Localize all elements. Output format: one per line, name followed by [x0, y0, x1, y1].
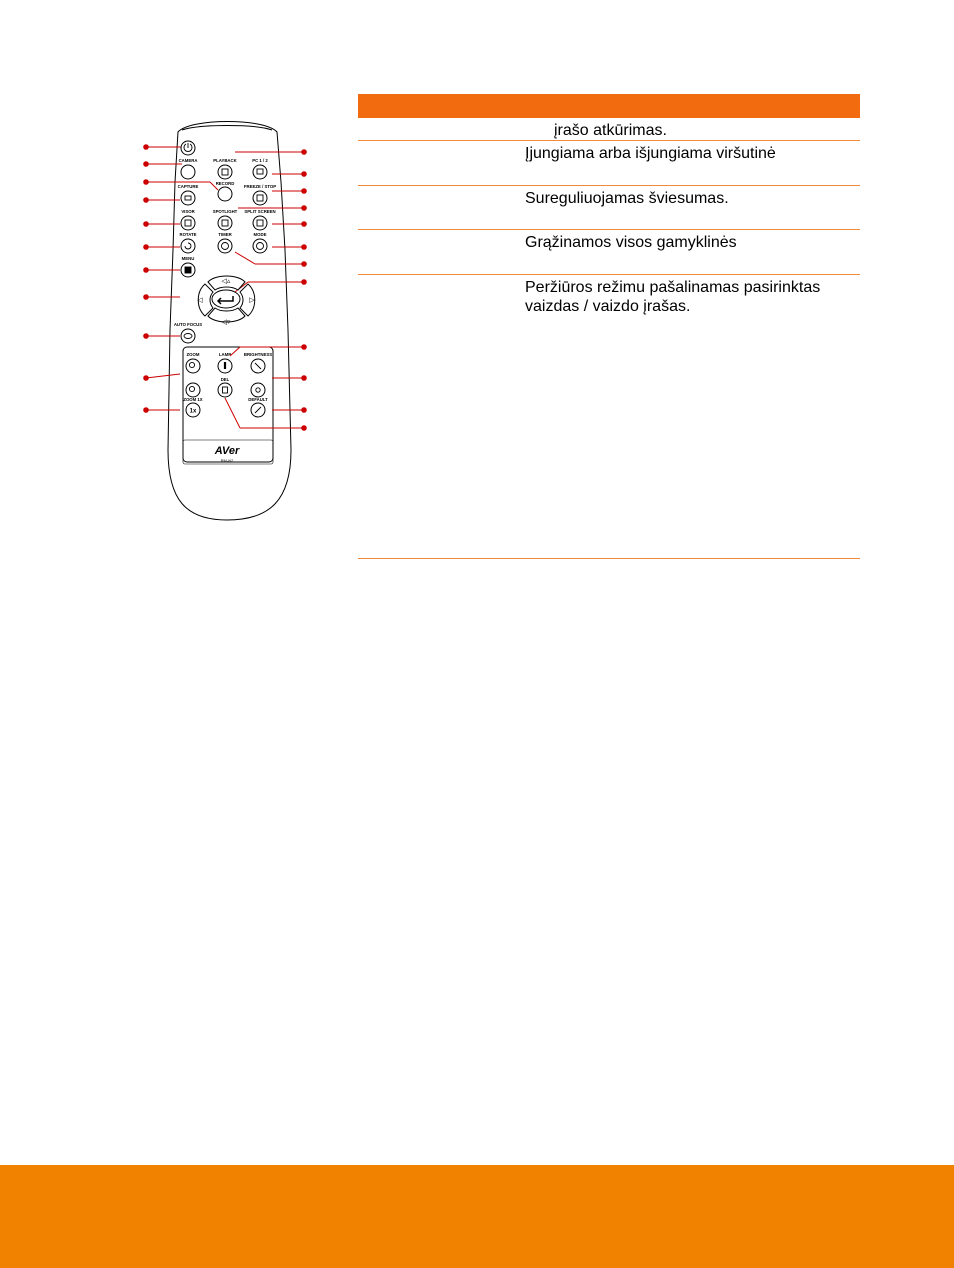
remote-control-illustration — [130, 110, 320, 530]
row-description: Įjungiama arba išjungiama viršutinė — [525, 145, 776, 162]
playback-button[interactable] — [218, 165, 232, 179]
label-autofocus: AUTO FOCUS — [173, 322, 203, 327]
table-header — [358, 94, 860, 118]
label-split-screen: SPLIT SCREEN — [244, 209, 276, 214]
freeze-stop-button[interactable] — [253, 191, 267, 205]
dpad-up-glyph: ◁▵ — [221, 278, 231, 285]
label-mode: MODE — [253, 232, 267, 237]
zoom-in-button[interactable] — [186, 359, 200, 373]
label-visor: VISOR — [181, 209, 195, 214]
delete-button[interactable] — [218, 383, 232, 397]
table-row — [358, 275, 860, 559]
label-default: DEFAULT — [248, 397, 268, 402]
dpad-down-glyph: ◁▿ — [221, 319, 231, 326]
label-lamp: LAMP — [218, 352, 232, 357]
camera-button[interactable] — [181, 165, 195, 179]
dpad-left-glyph: ◁ — [197, 297, 203, 304]
capture-button[interactable] — [181, 191, 195, 205]
spotlight-button[interactable] — [218, 216, 232, 230]
mode-button[interactable] — [253, 239, 267, 253]
row-description: Grąžinamos visos gamyklinės — [525, 234, 737, 251]
label-playback: PLAYBACK — [213, 158, 237, 163]
table-row — [358, 118, 860, 141]
table-row — [358, 141, 860, 186]
footer-band — [0, 1165, 954, 1268]
pc-button[interactable] — [253, 165, 267, 179]
brand-logo: AVer — [214, 445, 240, 457]
label-pc: PC 1 / 2 — [252, 158, 268, 163]
description-table — [358, 94, 860, 559]
label-zoom: ZOOM — [186, 352, 200, 357]
menu-icon — [185, 267, 191, 273]
table-row — [358, 230, 860, 275]
label-menu: MENU — [181, 256, 195, 261]
label-rotate: ROTATE — [179, 232, 197, 237]
label-capture: CAPTURE — [177, 184, 199, 189]
label-zoom-1x: ZOOM 1X — [183, 397, 203, 402]
label-spotlight: SPOTLIGHT — [212, 209, 238, 214]
record-button[interactable] — [218, 187, 232, 201]
brightness-down-button[interactable] — [251, 383, 265, 397]
label-record: RECORD — [215, 181, 235, 186]
model-label: RM-N2 — [220, 458, 234, 463]
row-description: įrašo atkūrimas. — [554, 122, 667, 139]
label-freeze-stop: FREEZE / STOP — [243, 184, 277, 189]
row-description: Peržiūros režimu pašalinamas pasirinktas vaizdas / vaizdo įrašas. — [525, 279, 821, 315]
visor-button[interactable] — [181, 216, 195, 230]
dpad-right-glyph: ▷ — [249, 297, 255, 304]
label-camera: CAMERA — [178, 158, 198, 163]
zoom-out-button[interactable] — [186, 383, 200, 397]
enter-button — [212, 290, 240, 308]
label-brightness: BRIGHTNESS — [243, 352, 273, 357]
label-timer: TIMER — [218, 232, 232, 237]
label-del: DEL — [220, 377, 230, 382]
table-row — [358, 186, 860, 230]
timer-button[interactable] — [218, 239, 232, 253]
row-description: Sureguliuojamas šviesumas. — [525, 190, 729, 207]
one-x-glyph: 1x — [189, 408, 197, 415]
split-screen-button[interactable] — [253, 216, 267, 230]
autofocus-button[interactable] — [181, 329, 195, 343]
rotate-button[interactable] — [181, 239, 195, 253]
